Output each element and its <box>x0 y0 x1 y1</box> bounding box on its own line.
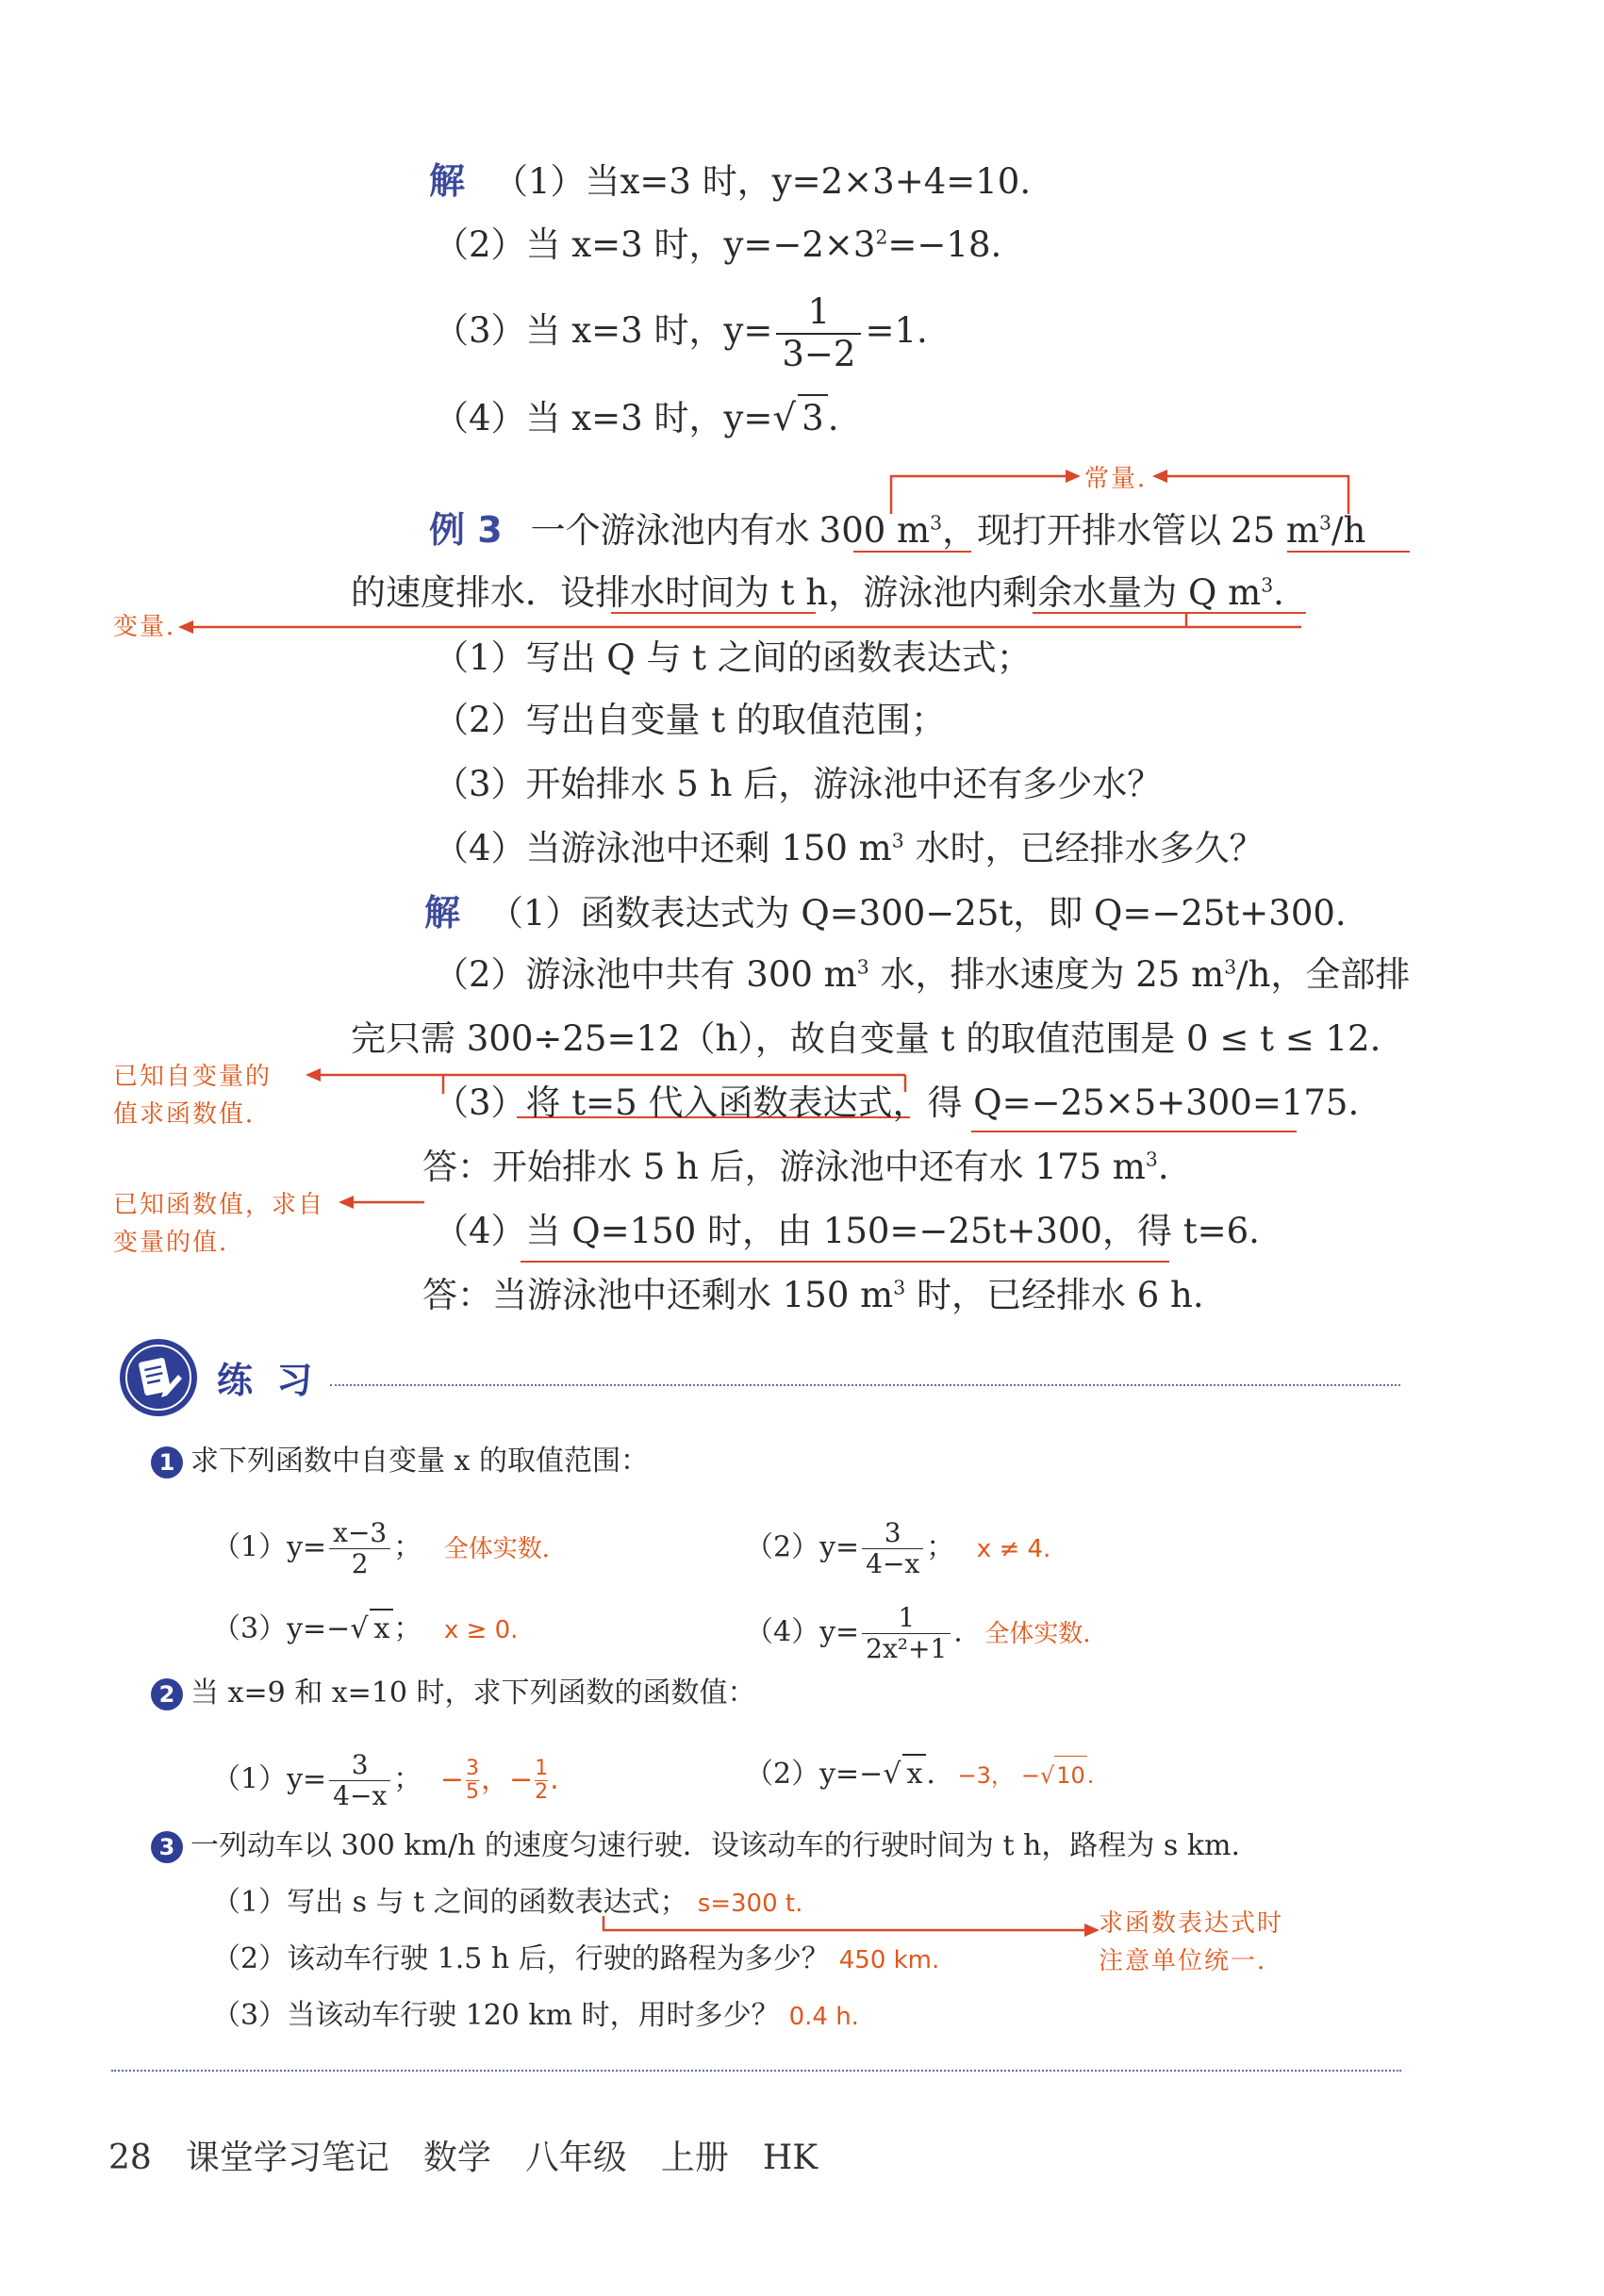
sqrt: 3 <box>798 394 828 441</box>
number-badge: 2 <box>151 1678 183 1710</box>
example-label: 例 3 <box>429 509 503 551</box>
practice-divider-bottom <box>111 2070 1401 2072</box>
note-unit-1: 求函数表达式时 <box>1099 1909 1284 1938</box>
page-footer <box>108 2136 852 2181</box>
solution-line-4: （4）当 x=3 时，y=√ 3 . <box>434 394 838 441</box>
practice-icon <box>118 1337 199 1418</box>
volume: 上册 <box>660 2139 729 2177</box>
fraction: $\frac{1}{3-2}$ <box>776 292 861 374</box>
answer: −3， −√10. <box>957 1762 1094 1789</box>
practice-3-q2: （2）该动车行驶 1.5 h 后，行驶的路程为多少？ 450 km. <box>212 1942 940 1975</box>
answer: x ≥ 0. <box>443 1616 519 1644</box>
page-number: 28 <box>108 2139 152 2177</box>
note-known-y-2: 变量的值． <box>113 1229 246 1257</box>
question-2: （2）写出自变量 t 的取值范围； <box>434 700 946 740</box>
solution3-line-1: 解 （1）函数表达式为 Q=300−25t，即 Q=−25t+300. <box>424 892 1347 933</box>
answer: s=300 t. <box>697 1890 803 1918</box>
practice-2b: （2）y=−√ x . −3， −√10. <box>745 1754 1094 1794</box>
note-known-x-2: 值求函数值． <box>113 1100 273 1129</box>
practice-1c: （3）y=−√ x ； x ≥ 0. <box>212 1609 518 1649</box>
solution-line-1: 解 （1）当x=3 时，y=2×3+4=10. <box>429 160 1032 202</box>
solution3-line-2: （2）游泳池中共有 300 $m^3$ 水，排水速度为 25 $m^3/h$，全部排 <box>434 954 1411 995</box>
solution3-line-5: （4）当 Q=150 时，由 150=−25t+300，得 t=6. <box>434 1211 1260 1251</box>
example3-line-2: 的速度排水．设排水时间为 t h，游泳池内剩余水量为 Q $m^3$. <box>351 572 1284 613</box>
answer: 0.4 h. <box>788 2003 859 2031</box>
practice-1-stem: 1 求下列函数中自变量 x 的取值范围： <box>151 1443 649 1480</box>
practice-3-q3: （3）当该动车行驶 120 km 时，用时多少？ 0.4 h. <box>212 1999 859 2032</box>
solution-line-2: （2）当 x=3 时，$y=-2\times 3^2=-18$. <box>434 224 1002 265</box>
note-variable: 变量． <box>113 613 193 641</box>
answer: 全体实数． <box>443 1534 567 1563</box>
practice-title: 练 习 <box>217 1360 319 1401</box>
answer: 450 km. <box>838 1946 940 1974</box>
answer: − $\frac{3}{5}$ ，− $\frac{1}{2}$ . <box>439 1756 559 1804</box>
question-4: （4）当游泳池中还剩 150 $m^3$ 水时，已经排水多久？ <box>434 828 1265 868</box>
practice-1b: （2）y= $\frac{3}{4-x}$ ； x ≠ 4. <box>745 1517 1051 1580</box>
question-1: （1）写出 Q 与 t 之间的函数表达式； <box>434 637 1032 678</box>
edition: HK <box>762 2139 819 2177</box>
practice-3-stem: 3 一列动车以 300 km/h 的速度匀速行驶．设该动车的行驶时间为 t h，路程为 s km. <box>151 1827 1240 1865</box>
practice-3-q1: （1）写出 s 与 t 之间的函数表达式； s=300 t. <box>212 1886 803 1919</box>
grade: 八年级 <box>524 2139 627 2177</box>
practice-1a: （1）y= $\frac{x-3}{2}$ ； 全体实数． <box>212 1517 567 1580</box>
answer-4: 答：当游泳池中还剩水 150 $m^3$ 时，已经排水 6 h. <box>422 1275 1204 1315</box>
solution-line-3: （3）当 x=3 时，y= $\frac{1}{3-2}$ =1. <box>434 291 928 374</box>
solution-label: 解 <box>424 892 461 933</box>
number-badge: 1 <box>151 1446 183 1478</box>
solution3-line-4: （3）将 t=5 代入函数表达式，得 Q=−25×5+300=175. <box>434 1082 1360 1123</box>
note-constant: 常量． <box>1084 465 1165 493</box>
book-title: 课堂学习笔记 <box>185 2139 389 2177</box>
answer: 全体实数． <box>984 1619 1108 1648</box>
answer: x ≠ 4. <box>976 1534 1051 1563</box>
solution3-line-3: 完只需 300÷25=12（h），故自变量 t 的取值范围是 0 ≤ t ≤ 12. <box>351 1018 1381 1059</box>
practice-divider-top <box>330 1384 1400 1386</box>
answer-3: 答：开始排水 5 h 后，游泳池中还有水 175 $m^3$. <box>422 1147 1169 1187</box>
note-unit-2: 注意单位统一． <box>1099 1947 1284 1975</box>
practice-2a: （1）y= $\frac{3}{4-x}$ ； − $\frac{3}{5}$ ，− $\frac{1}{2}$ . <box>212 1749 559 1812</box>
solution-label: 解 <box>429 160 466 202</box>
practice-2-stem: 2 当 x=9 和 x=10 时，求下列函数的函数值： <box>151 1675 756 1712</box>
question-3: （3）开始排水 5 h 后，游泳池中还有多少水？ <box>434 764 1163 804</box>
note-known-y-1: 已知函数值，求自 <box>113 1191 325 1219</box>
note-known-x-1: 已知自变量的 <box>113 1063 273 1091</box>
number-badge: 3 <box>151 1831 183 1863</box>
example3-line-1: 例 3 一个游泳池内有水 300 $m^3$，现打开排水管以 25 $m^3/h$ <box>429 509 1366 551</box>
practice-1d: （4）y= $\frac{1}{\text{2x²+1}}$ . 全体实数． <box>745 1602 1108 1665</box>
subject: 数学 <box>422 2139 491 2177</box>
